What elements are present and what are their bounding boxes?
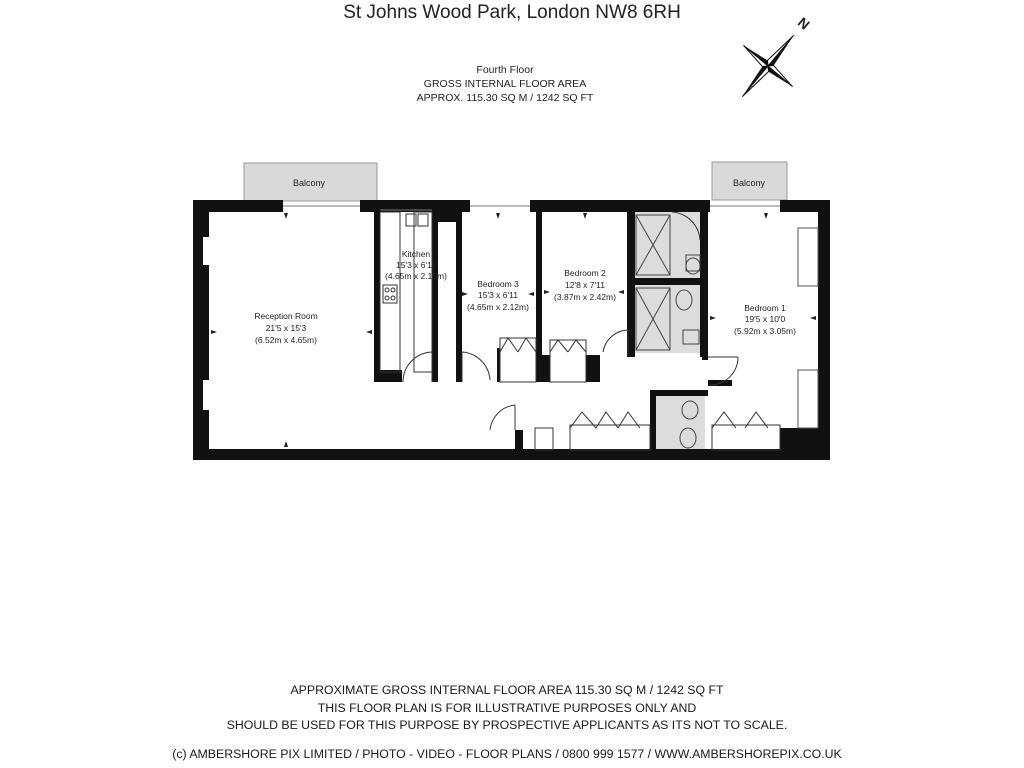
bedroom3-metric: (4.65m x 2.12m): [467, 302, 529, 312]
disclaimer-line-2: THIS FLOOR PLAN IS FOR ILLUSTRATIVE PURPOSES ONLY AND: [317, 700, 697, 715]
bedroom1-imperial: 19'5 x 10'0: [744, 314, 786, 324]
gross-area-label: GROSS INTERNAL FLOOR AREA: [423, 78, 587, 90]
kitchen-fittings: [380, 212, 432, 372]
bedroom2-metric: (3.87m x 2.42m): [554, 292, 616, 302]
bedroom2-name: Bedroom 2: [564, 268, 606, 278]
bedroom1-window-bays: [798, 228, 818, 428]
floor-plan: [0, 150, 1024, 470]
copyright-line: (c) AMBERSHORE PIX LIMITED / PHOTO - VIDEO - FLOOR PLANS / 0800 999 1577 / WWW.AMBERSHOREPIX.CO.UK: [172, 747, 842, 761]
reception-room-name: Reception Room: [254, 311, 318, 321]
disclaimer-line-3: SHOULD BE USED FOR THIS PURPOSE BY PROSPECTIVE APPLICANTS AS ITS NOT TO SCALE.: [226, 718, 788, 732]
balcony-left-label: Balcony: [292, 178, 326, 188]
bedroom2-imperial: 12'8 x 7'11: [565, 280, 605, 290]
reception-room-metric: (6.52m x 4.65m): [255, 335, 317, 345]
reception-room-imperial: 21'5 x 15'3: [265, 323, 307, 333]
kitchen-metric: (4.65m x 2.10m): [385, 271, 447, 281]
compass-rose-icon: [730, 8, 814, 100]
bathrooms: [633, 212, 705, 450]
bedroom3-name: Bedroom 3: [477, 279, 519, 289]
disclaimer-line-1: APPROXIMATE GROSS INTERNAL FLOOR AREA 115.30 SQ M / 1242 SQ FT: [290, 683, 724, 697]
page-title: St Johns Wood Park, London NW8 6RH: [343, 2, 681, 23]
kitchen-imperial: 15'3 x 6'11: [396, 260, 436, 270]
compass-north-letter: N: [794, 13, 813, 33]
balcony-right-label: Balcony: [732, 178, 766, 188]
kitchen-name: Kitchen: [401, 249, 431, 259]
disclaimer: [0, 682, 1014, 735]
gross-area-value: APPROX. 115.30 SQ M / 1242 SQ FT: [416, 92, 594, 104]
bedroom3-imperial: 15'3 x 6'11: [478, 290, 518, 300]
bedroom1-name: Bedroom 1: [744, 303, 786, 313]
bedroom1-metric: (5.92m x 3.05m): [734, 326, 796, 336]
floor-area-header: [0, 63, 1010, 105]
room-labels: [254, 249, 796, 345]
floor-name: Fourth Floor: [476, 64, 534, 76]
